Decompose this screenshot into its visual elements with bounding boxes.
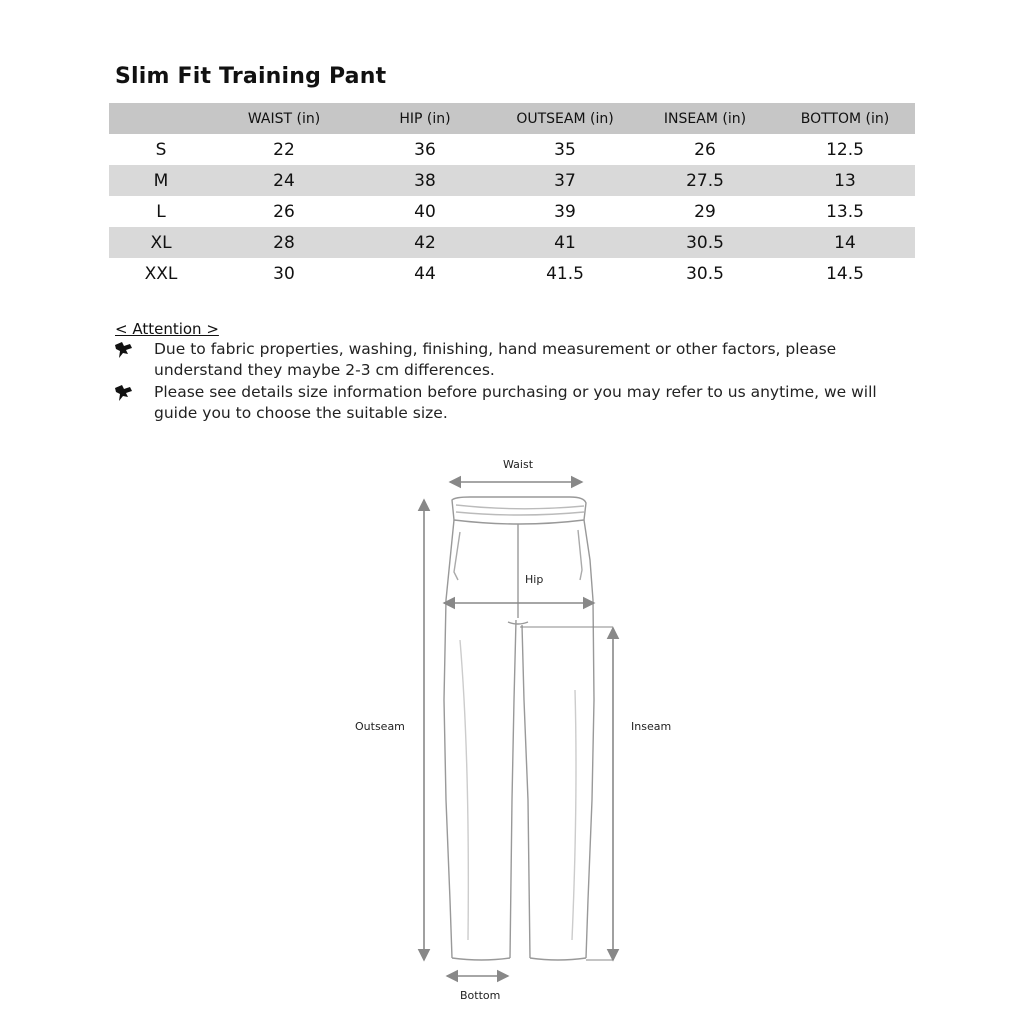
- table-cell: 13.5: [826, 201, 864, 222]
- table-cell: 41: [554, 232, 576, 253]
- table-cell: 12.5: [826, 139, 864, 160]
- table-cell: 14.5: [826, 263, 864, 284]
- size-cell: L: [156, 201, 166, 222]
- size-cell: XXL: [144, 263, 178, 284]
- table-cell: 26: [273, 201, 295, 222]
- table-cell: 30: [273, 263, 295, 284]
- header-cell-inseam: INSEAM (in): [663, 110, 747, 127]
- table-row: [109, 134, 915, 165]
- table-row: [109, 165, 915, 196]
- chart-title: Slim Fit Training Pant: [115, 64, 387, 89]
- size-cell: XL: [150, 232, 172, 253]
- header-cell-outseam: OUTSEAM (in): [516, 110, 614, 127]
- header-cell-waist: WAIST (in): [247, 110, 321, 127]
- table-cell: 40: [414, 201, 436, 222]
- attention-title: < Attention >: [115, 320, 219, 338]
- attention-note-text: Please see details size information before purchasing or you may refer to us anytime, we will guide you to choose the suitable size.: [154, 383, 877, 422]
- size-table: [109, 103, 915, 289]
- table-cell: 44: [414, 263, 436, 284]
- table-cell: 27.5: [686, 170, 724, 191]
- table-cell: 42: [414, 232, 436, 253]
- table-cell: 26: [694, 139, 716, 160]
- pin-icon: [113, 382, 135, 404]
- table-cell: 24: [273, 170, 295, 191]
- attention-note-text: Due to fabric properties, washing, finishing, hand measurement or other factors, please understand they maybe 2-3 cm differences.: [154, 340, 837, 379]
- size-cell: S: [155, 139, 167, 160]
- waist-label: Waist: [503, 458, 534, 471]
- table-cell: 30.5: [686, 232, 724, 253]
- size-cell: M: [153, 170, 169, 191]
- table-cell: 30.5: [686, 263, 724, 284]
- table-cell: 28: [273, 232, 295, 253]
- outseam-label: Outseam: [355, 720, 405, 733]
- table-cell: 36: [414, 139, 436, 160]
- pant-outline: [444, 497, 594, 960]
- table-cell: 38: [414, 170, 436, 191]
- table-row: [109, 258, 915, 289]
- table-header-row: [109, 103, 915, 134]
- header-cell-hip: HIP (in): [399, 110, 451, 127]
- table-cell: 35: [554, 139, 576, 160]
- table-cell: 29: [694, 201, 716, 222]
- table-row: [109, 227, 915, 258]
- pin-icon: [113, 339, 135, 361]
- table-row: [109, 196, 915, 227]
- table-cell: 22: [273, 139, 295, 160]
- table-cell: 37: [554, 170, 576, 191]
- table-cell: 13: [834, 170, 856, 191]
- hip-label: Hip: [525, 573, 544, 586]
- header-cell-bottom: BOTTOM (in): [800, 110, 890, 127]
- bottom-label: Bottom: [460, 989, 501, 1002]
- table-cell: 14: [834, 232, 856, 253]
- measurement-lines: [424, 482, 613, 976]
- inseam-label: Inseam: [631, 720, 672, 733]
- table-cell: 39: [554, 201, 576, 222]
- table-cell: 41.5: [546, 263, 584, 284]
